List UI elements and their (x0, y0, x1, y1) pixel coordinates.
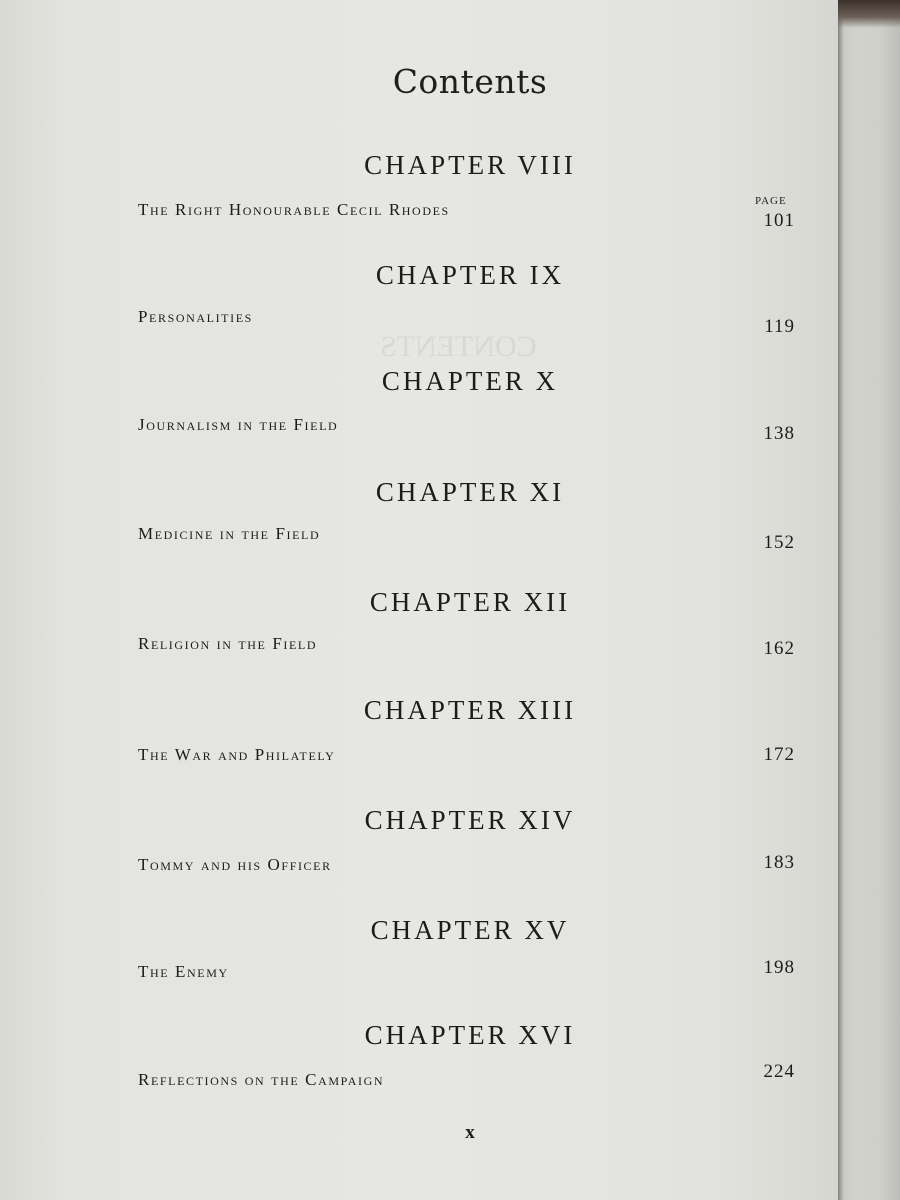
dot-leaders (0, 321, 740, 331)
chapter-title: Religion in the Field (138, 634, 318, 653)
chapter-title: Journalism in the Field (138, 415, 339, 434)
dot-leaders (0, 758, 740, 768)
page-column-label: PAGE (755, 195, 787, 207)
chapter-heading: CHAPTER XIV (364, 805, 576, 835)
chapter-heading: CHAPTER IX (375, 260, 565, 290)
chapter-title: The Enemy (138, 962, 229, 981)
chapter-title: Personalities (138, 307, 253, 326)
chapter-heading: CHAPTER XV (370, 915, 570, 945)
dot-leaders (0, 867, 740, 877)
chapter-title: The Right Honourable Cecil Rhodes (138, 200, 450, 219)
show-through-text: CONTENTS (380, 330, 537, 363)
page-number: 152 (763, 532, 795, 553)
page-number: 101 (763, 210, 795, 231)
page-number: 198 (763, 957, 795, 978)
chapter-title: Reflections on the Campaign (138, 1070, 385, 1089)
dot-leaders (0, 1081, 740, 1091)
dot-leaders (0, 975, 740, 985)
dot-leaders (0, 431, 740, 441)
chapter-title: Tommy and his Officer (138, 855, 332, 874)
page-number: 138 (763, 423, 795, 444)
book-shadow (838, 0, 900, 28)
dot-leaders (0, 214, 740, 224)
folio-number: x (465, 1122, 475, 1143)
chapter-title: Medicine in the Field (138, 524, 321, 543)
dot-leaders (0, 540, 740, 550)
page-number: 183 (763, 852, 795, 873)
page-number: 162 (763, 638, 795, 659)
page-title: Contents (392, 62, 548, 101)
page-number: 172 (763, 744, 795, 765)
dot-leaders (0, 650, 740, 660)
chapter-title: The War and Philately (138, 745, 336, 764)
chapter-heading: CHAPTER XIII (363, 695, 577, 725)
page-number: 119 (764, 316, 795, 337)
page-number: 224 (763, 1061, 795, 1082)
facing-page-edge (838, 0, 900, 1200)
chapter-heading: CHAPTER XII (369, 587, 571, 617)
chapter-heading: CHAPTER X (381, 366, 559, 396)
chapter-heading: CHAPTER VIII (364, 150, 576, 180)
chapter-heading: CHAPTER XI (375, 477, 565, 507)
chapter-heading: CHAPTER XVI (364, 1020, 576, 1050)
